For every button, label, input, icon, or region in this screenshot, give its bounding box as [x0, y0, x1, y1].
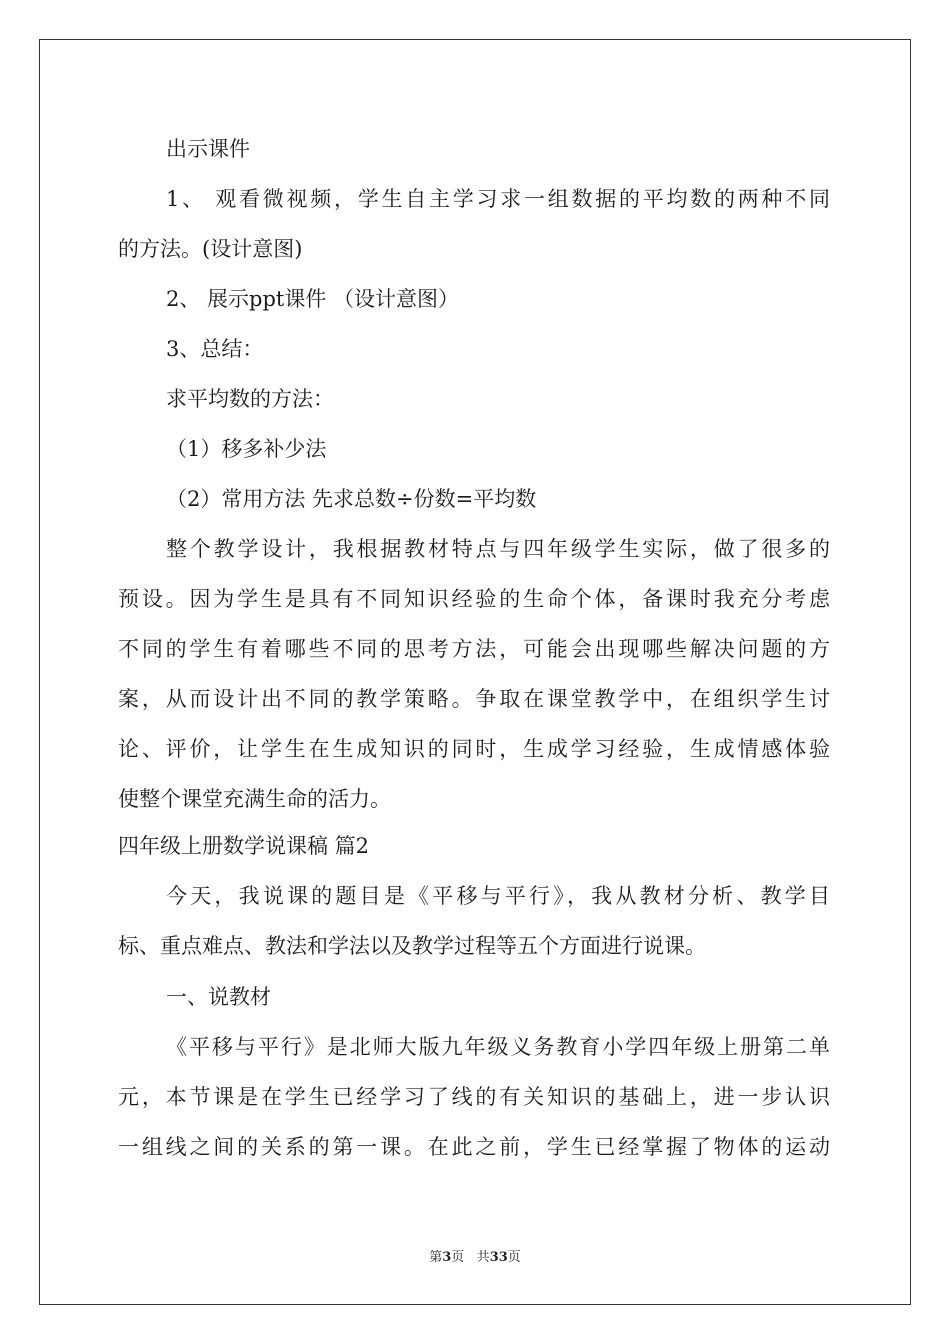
text-line: 论、评价，让学生在生成知识的同时，生成学习经验，生成情感体验 [118, 737, 830, 761]
page-footer [0, 1246, 950, 1265]
text-line: （2）常用方法 先求总数÷份数=平均数 [166, 487, 537, 511]
text-line: 出示课件 [166, 137, 250, 161]
footer-total-suffix: 页 [507, 1250, 521, 1265]
text-line: 案，从而设计出不同的教学策略。争取在课堂教学中，在组织学生讨 [118, 687, 830, 711]
text-line: 《平移与平行》是北师大版九年级义务教育小学四年级上册第二单 [166, 1035, 830, 1059]
section-heading: 四年级上册数学说课稿 篇2 [118, 834, 370, 858]
footer-page-number: 3 [442, 1250, 452, 1265]
footer-total-pages: 33 [489, 1250, 508, 1265]
text-line: 今天，我说课的题目是《平移与平行》，我从教材分析、教学目 [166, 884, 830, 908]
text-line: 元，本节课是在学生已经学习了线的有关知识的基础上，进一步认识 [118, 1085, 830, 1109]
page-border [39, 39, 911, 1305]
text-line: 预设。因为学生是具有不同知识经验的生命个体，备课时我充分考虑 [118, 587, 830, 611]
text-line: 3、总结： [166, 337, 264, 361]
footer-prefix: 第 [429, 1250, 443, 1265]
text-line: 使整个课堂充满生命的活力。 [118, 787, 391, 811]
text-line: （1）移多补少法 [166, 437, 327, 461]
footer-page-suffix: 页 [451, 1250, 465, 1265]
text-line: 标、重点难点、教法和学法以及教学过程等五个方面进行说课。 [118, 934, 706, 958]
text-line: 2、 展示ppt课件 （设计意图） [166, 287, 460, 311]
text-line: 1、 观看微视频，学生自主学习求一组数据的平均数的两种不同 [166, 187, 830, 211]
footer-total-prefix: 共 [476, 1250, 490, 1265]
text-line: 求平均数的方法： [166, 387, 334, 411]
text-line: 一、说教材 [166, 985, 271, 1009]
text-line: 不同的学生有着哪些不同的思考方法，可能会出现哪些解决问题的方 [118, 637, 830, 661]
text-line: 的方法。(设计意图) [118, 237, 303, 261]
text-line: 整个教学设计，我根据教材特点与四年级学生实际，做了很多的 [166, 537, 830, 561]
text-line: 一组线之间的关系的第一课。在此之前，学生已经掌握了物体的运动 [118, 1135, 830, 1159]
